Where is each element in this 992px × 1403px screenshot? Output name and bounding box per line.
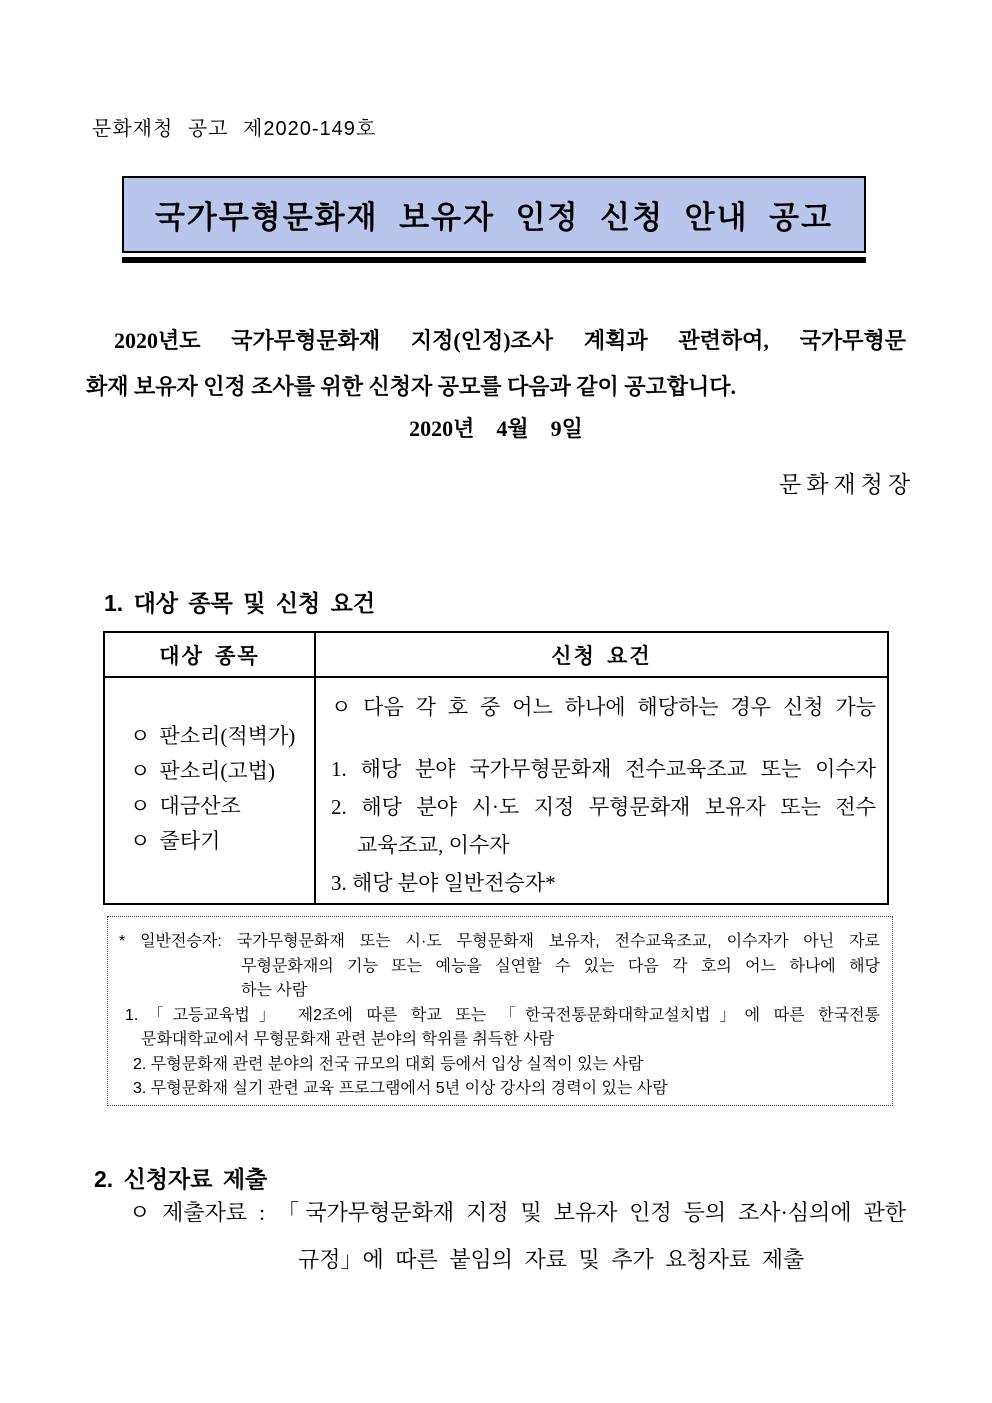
subject-item: ㅇ 줄타기 [130,829,221,853]
footnote-item-3: 3. 무형문화재 실기 관련 교육 프로그램에서 5년 이상 강사의 경력이 있는 사람 [133,1080,668,1097]
submit-line-1: ㅇ 제출자료 : 「국가무형문화재 지정 및 보유자 인정 등의 조사·심의에 관한 [129,1200,906,1225]
intro-line-1: 2020년도 국가무형문화재 지정(인정)조사 계획과 관련하여, 국가무형문 [114,328,906,353]
requirement-item-1: 1. 해당 분야 국가무형문화재 전수교육조교 또는 이수자 [331,757,876,781]
submit-line-2: 규정」에 따른 붙임의 자료 및 추가 요청자료 제출 [298,1247,805,1272]
page-title: 국가무형문화재 보유자 인정 신청 안내 공고 [154,200,834,235]
footnote-item-2: 2. 무형문화재 관련 분야의 전국 규모의 대회 등에서 입상 실적이 있는 사람 [133,1055,644,1073]
table-header-row [104,632,888,677]
footnote-line-3: 하는 사람 [241,982,308,999]
subject-cell [104,677,315,904]
section1-heading: 1. 대상 종목 및 신청 요건 [104,590,376,616]
section2-heading: 2. 신청자료 제출 [94,1166,268,1192]
subject-item: ㅇ 판소리(고법) [130,759,275,783]
doc-number: 문화재청 공고 제2020-149호 [92,118,377,140]
footnote-line-2: 무형문화재의 기능 또는 예능을 실연할 수 있는 다음 각 호의 어느 하나에 해당 [241,957,880,975]
requirement-item-2-cont: 교육조교, 이수자 [357,833,510,857]
requirement-item-2: 2. 해당 분야 시·도 지정 무형문화재 보유자 또는 전수 [331,795,876,819]
footnote-box [107,916,893,1106]
requirement-cell [315,677,888,904]
requirement-intro: ㅇ 다음 각 호 중 어느 하나에 해당하는 경우 신청 가능 [331,695,876,719]
footnote-item-1-cont: 문화대학교에서 무형문화재 관련 분야의 학위를 취득한 사람 [141,1031,555,1048]
announcement-date: 2020년 4월 9일 [409,416,583,441]
intro-paragraph [86,318,906,410]
requirements-table [103,631,889,905]
requirement-item-3: 3. 해당 분야 일반전승자* [331,871,556,895]
subject-item: ㅇ 대금산조 [130,794,241,818]
table-body-row [104,677,888,904]
intro-line-2: 화재 보유자 인정 조사를 위한 신청자 공모를 다음과 같이 공고합니다. [86,374,737,399]
column-header-requirement: 신청 요건 [315,632,888,677]
subject-item: ㅇ 판소리(적벽가) [130,724,296,748]
footnote-item-1: 1.「고등교육법」 제2조에 따른 학교 또는 「한국전통문화대학교설치법」에 따른 한국전통 [125,1006,880,1024]
title-underline [122,257,866,263]
footnote-line-1: * 일반전승자: 국가무형문화재 또는 시·도 무형문화재 보유자, 전수교육조교, 이수자가 아닌 자로 [119,933,880,950]
title-banner [122,176,866,253]
column-header-subject: 대상 종목 [104,632,315,677]
signer: 문화재청장 [779,472,916,497]
